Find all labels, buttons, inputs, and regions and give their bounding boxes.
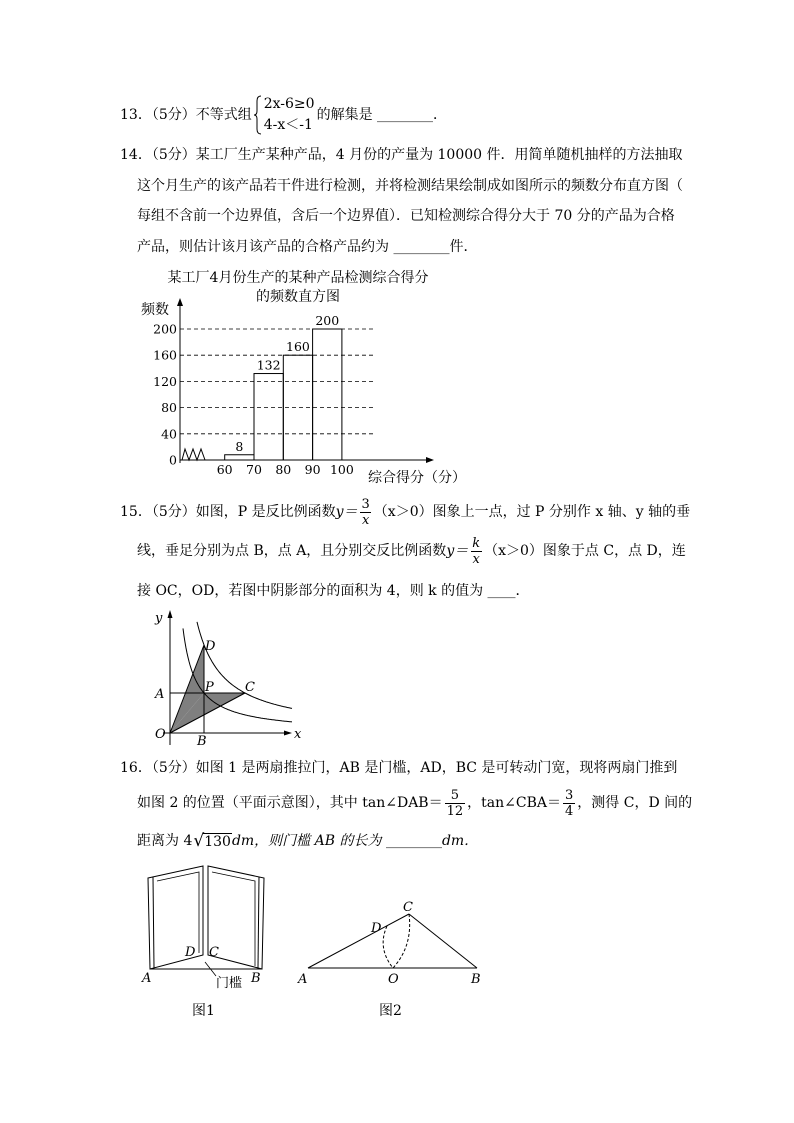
q15-line-2-text: 线，垂足分别为点 B，点 A，且分别交反比例函数 [137, 543, 447, 559]
q16-line-3-end: dm． [441, 833, 479, 849]
q16-line-2-text: 如图 2 的位置（平面示意图），其中 tan∠DAB＝ [137, 795, 443, 811]
figure-2-caption: 图2 [379, 1003, 402, 1019]
function-2-lhs: y＝ [446, 543, 469, 559]
q16-line-2-end: ，测得 C，D 间的 [577, 795, 693, 811]
y-tick-label-80: 80 [161, 400, 177, 416]
arc-c-o [393, 914, 410, 968]
left-door-edge [153, 877, 154, 968]
inequality-system [254, 94, 315, 136]
sqrt-radicand: 130 [204, 833, 231, 850]
q14-line-3 [137, 202, 675, 230]
q14-line-2-text: 这个月生产的该产品若干件进行检测，并将检测结果绘制成如图所示的频数分布直方图（ [137, 178, 683, 194]
x-axis-arrow-icon [284, 731, 292, 736]
label-x: x [294, 727, 302, 742]
answer-blank: ________ [385, 833, 442, 849]
y-tick-label-0: 0 [169, 452, 177, 468]
bar-label-90-100: 200 [315, 313, 340, 328]
question-13 [120, 95, 447, 135]
q15-line-3-text: 接 OC，OD，若图中阴影部分的面积为 4，则 k 的值为 [137, 583, 488, 599]
bar-60-70 [225, 455, 254, 460]
q15-line-2-rest: （x＞0）图象于点 C，点 D，连 [484, 543, 686, 559]
q13-lead: 13．（5分）不等式组 [120, 107, 252, 123]
chart-y-axis-label: 频数 [141, 302, 169, 318]
fraction-numerator: 3 [361, 496, 370, 512]
brace-icon [254, 95, 262, 135]
label-p: P [205, 680, 214, 695]
q16-line-1 [120, 754, 677, 782]
left-door-inner [157, 872, 199, 953]
q16-line-3 [137, 827, 478, 855]
x-tick-label-100: 100 [329, 462, 354, 477]
label-c: C [403, 900, 413, 915]
q15-line-2 [137, 537, 686, 565]
segment-ac [308, 914, 409, 968]
chart-subtitle: 的频数直方图 [256, 289, 340, 305]
fraction-denominator: x [361, 512, 370, 528]
fraction-numerator: 5 [450, 787, 460, 803]
x-tick-label-70: 70 [246, 462, 262, 477]
segment-cb [409, 914, 477, 968]
function-2-fraction [470, 537, 482, 566]
fraction-numerator: k [472, 535, 481, 551]
answer-blank: ________ [377, 107, 434, 123]
q15-line-1-rest: （x＞0）图象上一点，过 P 分别作 x 轴、y 轴的垂 [373, 504, 691, 520]
fraction-denominator: 4 [565, 803, 574, 819]
door-figure-1 [138, 858, 273, 991]
chart-x-axis-label: 综合得分（分） [368, 470, 466, 486]
label-c: C [245, 680, 255, 695]
q15-line-3 [137, 577, 530, 605]
q13-tail: 的解集是 [316, 107, 378, 123]
q13-end: ． [433, 107, 448, 123]
label-y: y [155, 611, 163, 626]
label-d: D [185, 945, 196, 960]
y-tick-label-200: 200 [153, 321, 177, 337]
sqrt-icon: √ [193, 831, 205, 851]
label-o: O [388, 972, 399, 987]
y-axis-arrow-icon [168, 610, 173, 618]
q15-line-1 [120, 498, 690, 526]
hyperbola-figure [145, 605, 310, 750]
label-a: A [142, 971, 152, 986]
fraction-denominator: x [472, 551, 480, 567]
chart-title: 某工厂4月份生产的某种产品检测综合得分 [167, 270, 429, 286]
bar-70-80 [254, 374, 283, 460]
q16-line-3-mid: dm，则门槛 AB 的长为 [231, 833, 386, 849]
bar-label-80-90: 160 [286, 339, 310, 355]
label-threshold: 门槛 [216, 976, 243, 991]
q14-line-4-end: 件． [449, 239, 478, 255]
label-a: A [155, 687, 165, 702]
label-b: B [197, 734, 207, 749]
function-1-fraction [360, 498, 372, 527]
y-axis-arrow-icon [177, 298, 183, 306]
label-d: D [371, 921, 382, 936]
figure-1-caption: 图1 [192, 1003, 215, 1019]
bar-label-60-70: 8 [235, 438, 244, 454]
q16-line-2 [137, 789, 692, 817]
label-a: A [298, 972, 308, 987]
q16-line-1-text: 16．（5分）如图 1 是两扇推拉门，AB 是门槛，AD，BC 是可转动门宽，现将两扇门推到 [120, 760, 678, 776]
x-tick-label-90: 90 [304, 462, 321, 477]
label-o: O [155, 727, 166, 742]
answer-blank: ________ [393, 239, 450, 255]
door-figure-2 [295, 895, 485, 987]
y-tick-label-160: 160 [153, 347, 177, 363]
fraction-denominator: 12 [446, 803, 464, 819]
arc-d-o [383, 926, 393, 968]
q14-line-4 [137, 233, 477, 261]
tan-cba-fraction [563, 789, 575, 818]
label-c: C [209, 945, 219, 960]
q14-line-4-text: 产品，则估计该月该产品的合格产品约为 [137, 239, 394, 255]
y-tick-label-40: 40 [161, 426, 177, 442]
x-axis-arrow-icon [426, 457, 434, 463]
q14-line-1 [120, 141, 683, 169]
label-b: B [251, 971, 261, 986]
answer-blank: ____ [487, 583, 516, 599]
frequency-histogram [140, 296, 440, 486]
right-door-edge [258, 877, 259, 968]
x-tick-label-80: 80 [275, 462, 292, 477]
tan-dab-fraction [445, 789, 466, 818]
label-b: B [471, 972, 481, 987]
bar-label-70-80: 132 [256, 357, 281, 373]
q16-line-3-text: 距离为 4 [137, 833, 193, 849]
function-1-lhs: y＝ [335, 504, 358, 520]
axis-break-icon [182, 449, 205, 460]
fraction-numerator: 3 [565, 787, 574, 803]
bar-90-100 [313, 329, 342, 460]
inequality-lines [264, 94, 315, 136]
y-tick-label-120: 120 [153, 373, 177, 389]
q15-end: ． [515, 583, 530, 599]
inequality-top: 2x-6≥0 [263, 96, 315, 112]
q14-line-3-text: 每组不含前一个边界值，含后一个边界值）．已知检测综合得分大于 70 分的产品为合格 [137, 208, 675, 224]
q16-line-2-mid: ，tan∠CBA＝ [467, 795, 561, 811]
q15-line-1-text: 15．（5分）如图，P 是反比例函数 [120, 504, 336, 520]
label-d: D [205, 639, 216, 654]
q14-line-2 [137, 172, 683, 200]
inequality-bottom: 4-x＜-1 [263, 117, 313, 133]
q14-line-1-text: 14．（5分）某工厂生产某种产品，4 月份的产量为 10000 件．用简单随机抽样的方法抽取 [120, 147, 683, 163]
x-tick-label-60: 60 [216, 462, 233, 477]
